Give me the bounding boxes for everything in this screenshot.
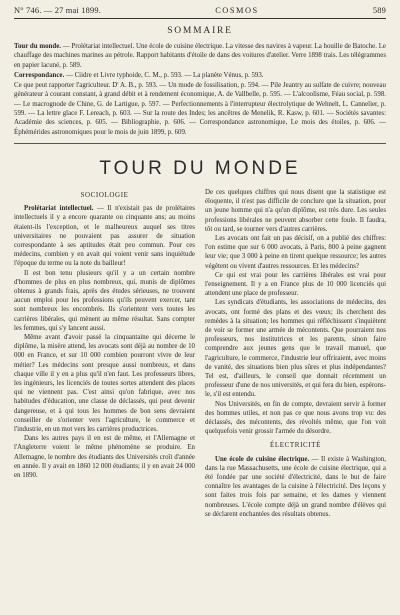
section-title: TOUR DU MONDE [99, 157, 301, 179]
toc-entry-correspondance [14, 71, 386, 80]
toc-text-tour-du-monde: — Prolétariat intellectuel. Une école de cuisine électrique. La vitesse des navires à vapeur. La houille de Batoche. Le chauffage des machines marines au pétrole. Rapport habitants d'étoile de dans des voitures d'atelier. Verre 1898 trais. Les télégrammes en papier lacuné, p. 589. [14, 43, 386, 69]
article-text: — Il n'existait pas de prolétaires intellectuels il y a encore quarante ou cinquante ans; au moins étaient-ils l'exception, et le malheureux auquel ses titres universitaires ne pouvaient pas assurer de situation correspondante à ses aptitudes était peu commun. Pour ces médecins, combien y en avait qui voient venir sans inquiétude l'époque du terme ou la note du bailleur! [14, 205, 195, 268]
toc-entry-tour-du-monde [14, 42, 386, 70]
sommaire-title: SOMMAIRE [167, 26, 233, 36]
article-paragraph [14, 204, 195, 268]
header-rule [14, 18, 386, 19]
toc-label-correspondance: Correspondance. [14, 71, 65, 79]
article-paragraph: De ces quelques chiffres qui nous disent que la statistique est éloquente, il n'est pas difficile de conclure que la situation, pour un jeune homme qui n'a qu'un diplôme, est très dure. Les seules professions libérales ne peuvent absorber cette foule. Il faudra, tôt ou tard, se tourner vers d'autres carrières. [205, 188, 386, 233]
sommaire-bottom-rule [14, 143, 386, 144]
article-paragraph: Les syndicats d'étudiants, les associations de médecins, des avocats, ont formé des plans et des vœux; ils cherchent des remèdes à la situation; les hommes qui réfléchissent s'inquiètent de voir se former une armée de mécontents. Que pourraient nos professeurs, nos institutrices et les parents, sinon faire comprendre aux jeunes gens que le travail manuel, que l'agriculture, le commerce, l'industrie leur offriraient, avec moins de vanité, des situations bien plus sûres et plus indépendantes? Tel est, d'ailleurs, le conseil que donnait récemment un professeur d'une de nos universités, et qui fera du bien, espérons-le, s'il est entendu. [205, 299, 386, 399]
page-number: 589 [372, 6, 386, 15]
article-subheading: Une école de cuisine électrique. [215, 455, 310, 463]
left-column [14, 188, 195, 519]
article-paragraph: Nos Universités, en fin de compte, devraient servir à former des hommes utiles, et non pas ce que nous avons trop vu: des déclassés, des mécontents, des révoltés même, que l'on voit quelquefois venir grossir l'armée du désordre. [205, 400, 386, 436]
article-paragraph: Ce qui est vrai pour les carrières libérales est vrai pour l'enseignement. Il y a en France plus de 10 000 licenciés qui attendent une place de professeur. [205, 271, 386, 298]
article-paragraph: Même avant d'avoir passé la cinquantaine qui décerne le diplôme, la misère attend, les avocats sont déjà au nombre de 10 000 en France, et sur 10 000 combien pourront vivre de leur métier? Les médecins sont presque aussi nombreux, et dans chaque ville il y en a plus qu'il n'en faut. Les professeurs libres, les ingénieurs, les licenciés de toutes sortes attendent des places qui ne viennent pas. C'est ainsi qu'on fabrique, avec nos habitudes d'éducation, une classe de déclassés, qui peut devenir dangereuse, et à qui tous les hommes de bon sens devraient conseiller de s'orienter vers l'agriculture, le commerce et l'industrie, en un mot vers les carrières productrices. [14, 334, 195, 434]
article-subheading: Prolétariat intellectuel. [24, 205, 94, 213]
toc-entry-articles: Ce que peut rapporter l'agriculteur. D' A. B., p. 593. — Un mode de fossilisation, p. 594. — Pile Jeantry au sulfate de cuivre; nouveau générateur à courant constant, à grand débit et à rendement économique, A. de Vallbelle, p. 595. — L'alcoolisme, Féau social, p. 598. — Le macrognode de Chine, G. de Lartigue, p. 597. — Perfectionnements à l'interrupteur électrolytique de Wehnelt, L. Cannelier, p. 599. — La lettre glace F. Lereach, p. 603. — Sur la route des Indes; les ancêtres de Menelik, R. Kasw, p. 601. — Sociétés savantes: Académie des sciences, p. 605. — Bibliographie, p. 606. — Correspondance astronomique, Le mois des étoiles, p. 606. — Éphémérides astronomiques pour le mois de juin 1899, p. 609. [14, 82, 386, 136]
right-column [205, 188, 386, 519]
table-of-contents [14, 42, 386, 137]
article-paragraph: Il est bon tenu plusieurs qu'il y a un certain nombre d'hommes de plus en plus nombreux, qui, munis de diplômes obtenus à grands frais, après des études sérieuses, ne trouvent aucun emploi pour les professions qu'ils peuvent exercer, tant sont nombreux les encombrés. Ils s'orientent vers toutes les carrières libérales, qui mènent au même résultat. Sans compter les femmes, qui s'y lancent aussi. [14, 269, 195, 332]
toc-text-correspondance: — Ciidre et Livre typhoide, C. M., p. 593. — La planète Vénus, p. 593. [65, 71, 264, 79]
article-paragraph: Les avocats ont fait un pas décisif, on a publié des chiffres: l'on estime que sur 6 000 avocats, à Paris, 800 à peine gagnent leur vie; que 3 000 à peine en tirent quelque ressource; les autres végètent ou vivent d'autres ressources. Et les médecins? [205, 234, 386, 270]
article-text: — Il existe à Washington, dans la rue Massachusetts, une école de cuisine électrique, qui a été fondée par une société d'électricité, dans le but de faire connaître les avantages de la cuisine à l'électricité. Des leçons y sont faites trois fois par semaine, et les dames y viennent nombreuses. L'école compte déjà un grand nombre d'élèves qui se déclarent enchantées des résultats obtenus. [205, 455, 387, 518]
issue-number-date: N° 746. — 27 mai 1899. [14, 6, 102, 15]
article-paragraph [205, 455, 386, 519]
article-columns [14, 188, 386, 519]
running-header [14, 0, 386, 15]
toc-label-tour-du-monde: Tour du monde. [14, 43, 61, 50]
article-paragraph: Dans les autres pays il en est de même, et l'Allemagne et l'Angleterre voient le même phénomène se produire. En Allemagne, le nombre des étudiants des Universités croît d'année en année. Il y avait en 1860 12 000 étudiants; il y en avait 24 000 en 1890. [14, 435, 195, 480]
journal-name: COSMOS [215, 6, 259, 15]
section-heading-electricite: ÉLECTRICITÉ [270, 441, 321, 450]
section-heading-sociologie: SOCIOLOGIE [80, 190, 129, 199]
